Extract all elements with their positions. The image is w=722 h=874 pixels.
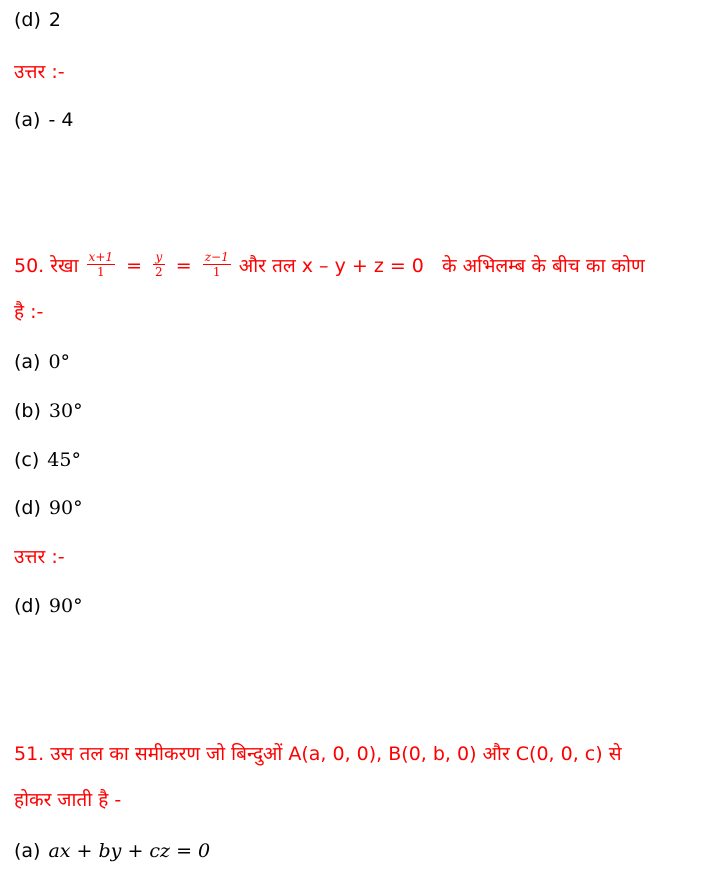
q50-question-line1 [14,252,645,281]
option-label: (b) [14,400,41,422]
option-label: (d) [14,9,41,31]
fraction-3-numerator: z−1 [204,250,229,264]
q50-option-b [14,397,83,425]
fraction-2 [153,250,165,279]
q51-question-line2: होकर जाती है - [14,789,122,811]
q49-option-d [14,6,61,34]
option-label: (d) [14,497,41,519]
q50-question-line2: है :- [14,301,44,323]
option-value: 45° [47,449,81,471]
q49-answer-heading: उत्तर :- [14,61,65,83]
fraction-1-numerator: x+1 [88,250,114,264]
option-value: 30° [48,400,83,422]
equals-2: = [175,255,192,277]
option-value: 2 [48,9,61,31]
q50-answer-heading: उत्तर :- [14,546,65,568]
option-label: (c) [14,449,40,471]
question-text-end: और तल x – y + z = 0 के अभिलम्ब के बीच का कोण [238,255,645,277]
option-value: 90° [48,497,83,519]
option-value: ax + by + cz = 0 [48,840,211,862]
fraction-2-numerator: y [153,250,165,265]
question-text-start: रेखा [50,255,79,277]
option-value: 0° [48,351,71,373]
fraction-1 [87,250,115,279]
answer-label: (a) [14,109,41,131]
fraction-2-denominator: 2 [155,265,163,279]
q51-question-line1: 51. उस तल का समीकरण जो बिन्दुओं A(a, 0, 0), B(0, b, 0) और C(0, 0, c) से [14,743,622,765]
option-label: (a) [14,840,41,862]
q51-option-a [14,837,210,865]
equals-1: = [126,255,142,277]
fraction-3 [203,250,231,279]
q50-option-c [14,446,81,474]
question-number: 50. [14,255,45,277]
q49-answer [14,106,73,134]
answer-label: (d) [14,595,41,617]
q50-answer [14,592,83,620]
fraction-1-denominator: 1 [96,265,105,279]
answer-value: 90° [48,595,83,617]
q50-option-a [14,348,70,376]
q50-option-d [14,494,83,522]
answer-value: - 4 [48,109,74,131]
option-label: (a) [14,351,41,373]
fraction-3-denominator: 1 [212,265,221,279]
